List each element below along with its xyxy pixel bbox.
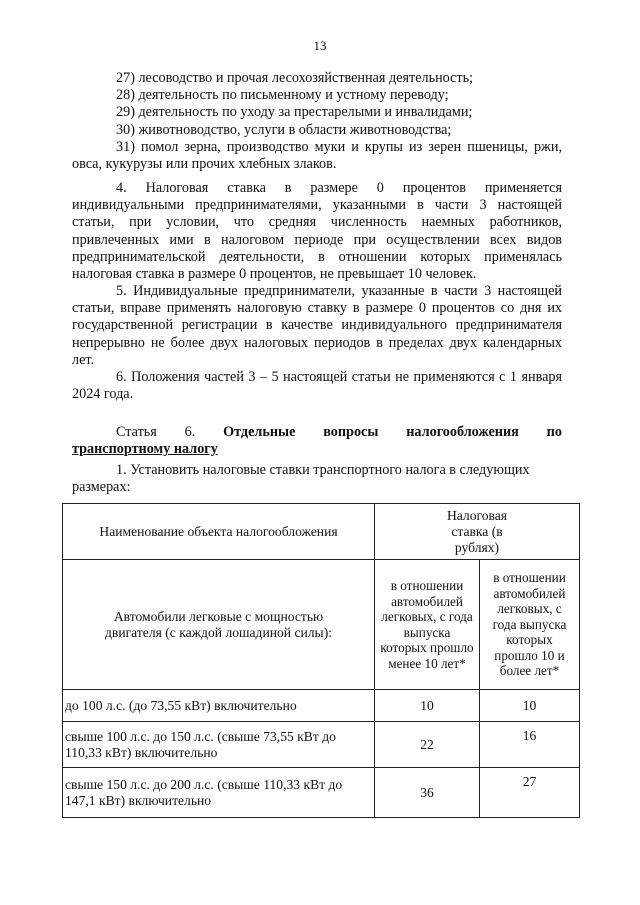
article-lead-text: 1. Установить налоговые ставки транспортного налога в следующих размерах: bbox=[72, 462, 530, 495]
page-number: 13 bbox=[313, 38, 327, 53]
article-label: Статья bbox=[116, 424, 157, 440]
article-title-line2: транспортному налогу bbox=[72, 441, 218, 457]
row-rate-new: 36 bbox=[375, 768, 480, 818]
paragraph-4 bbox=[72, 180, 562, 283]
list-item: 28) деятельность по письменному и устному переводу; bbox=[116, 87, 449, 104]
article-number: 6. bbox=[184, 424, 196, 440]
article-title-word: по bbox=[546, 424, 562, 440]
tax-rates-table bbox=[62, 503, 580, 818]
row-name: свыше 150 л.с. до 200 л.с. (свыше 110,33 кВт до 147,1 кВт) включительно bbox=[63, 768, 375, 818]
table-row bbox=[63, 768, 580, 818]
list-block bbox=[72, 70, 562, 173]
article-heading bbox=[72, 424, 562, 458]
subheader-object bbox=[63, 560, 375, 690]
article-lead bbox=[72, 462, 562, 496]
table-row bbox=[63, 722, 580, 768]
row-rate-old: 10 bbox=[480, 690, 580, 722]
subheader-col-new-text: в отношении автомобилей легковых, с года выпуска которых прошло менее 10 лет* bbox=[380, 578, 474, 671]
list-item: 27) лесоводство и прочая лесохозяйственная деятельность; bbox=[116, 70, 474, 86]
row-name: свыше 100 л.с. до 150 л.с. (свыше 73,55 кВт до 110,33 кВт) включительно bbox=[63, 722, 375, 768]
article-title-word: Отдельные bbox=[223, 424, 296, 440]
table-row bbox=[63, 690, 580, 722]
header-object: Наименование объекта налогообложения bbox=[63, 504, 375, 560]
paragraph-5 bbox=[72, 283, 562, 369]
row-name: до 100 л.с. (до 73,55 кВт) включительно bbox=[63, 690, 375, 722]
table-subheader-row bbox=[63, 560, 580, 690]
row-rate-new: 10 bbox=[375, 690, 480, 722]
article-title-word: налогообложения bbox=[406, 424, 519, 440]
row-rate-new: 22 bbox=[375, 722, 480, 768]
list-item: 31) помол зерна, производство муки и крупы из зерен пшеницы, ржи, овса, кукурузы или прочих хлебных злаков. bbox=[72, 138, 562, 173]
header-rate-text: Налоговая ставка (в рублях) bbox=[446, 507, 508, 555]
subheader-col-old bbox=[480, 560, 580, 690]
list-item: 30) животноводство, услуги в области животноводства; bbox=[116, 121, 452, 138]
article-title-word: вопросы bbox=[323, 424, 379, 440]
paragraph-4-text: 4. Налоговая ставка в размере 0 процентов применяется индивидуальными предпринимателями, указанными в части 3 настоящей статьи, при условии, что средняя численность наемных работников, привлеченных ими в налоговом периоде при осуществлении всех видов предпринимательской деятельности, в отношении которых применялась налоговая ставка в размере 0 процентов, не превышает 10 человек. bbox=[72, 180, 562, 283]
subheader-col-new bbox=[375, 560, 480, 690]
paragraph-5-text: 5. Индивидуальные предприниматели, указанные в части 3 настоящей статьи, вправе применять налоговую ставку в размере 0 процентов со дня их государственной регистрации в качестве индивидуального предпринимателя непрерывно не более двух налоговых периодов в пределах двух календарных лет. bbox=[72, 283, 562, 368]
paragraph-6 bbox=[72, 369, 562, 403]
list-item: 29) деятельность по уходу за престарелыми и инвалидами; bbox=[116, 104, 473, 121]
row-rate-old: 27 bbox=[480, 768, 580, 818]
paragraph-6-text: 6. Положения частей 3 – 5 настоящей статьи не применяются с 1 января 2024 года. bbox=[72, 369, 562, 403]
header-rate bbox=[375, 504, 580, 560]
subheader-col-old-text: в отношении автомобилей легковых, с года выпуска которых прошло 10 и более лет* bbox=[492, 570, 567, 679]
row-rate-old: 16 bbox=[480, 722, 580, 768]
table-header-row bbox=[63, 504, 580, 560]
subheader-object-text: Автомобили легковые с мощностью двигателя (с каждой лошадиной силы): bbox=[105, 608, 332, 640]
